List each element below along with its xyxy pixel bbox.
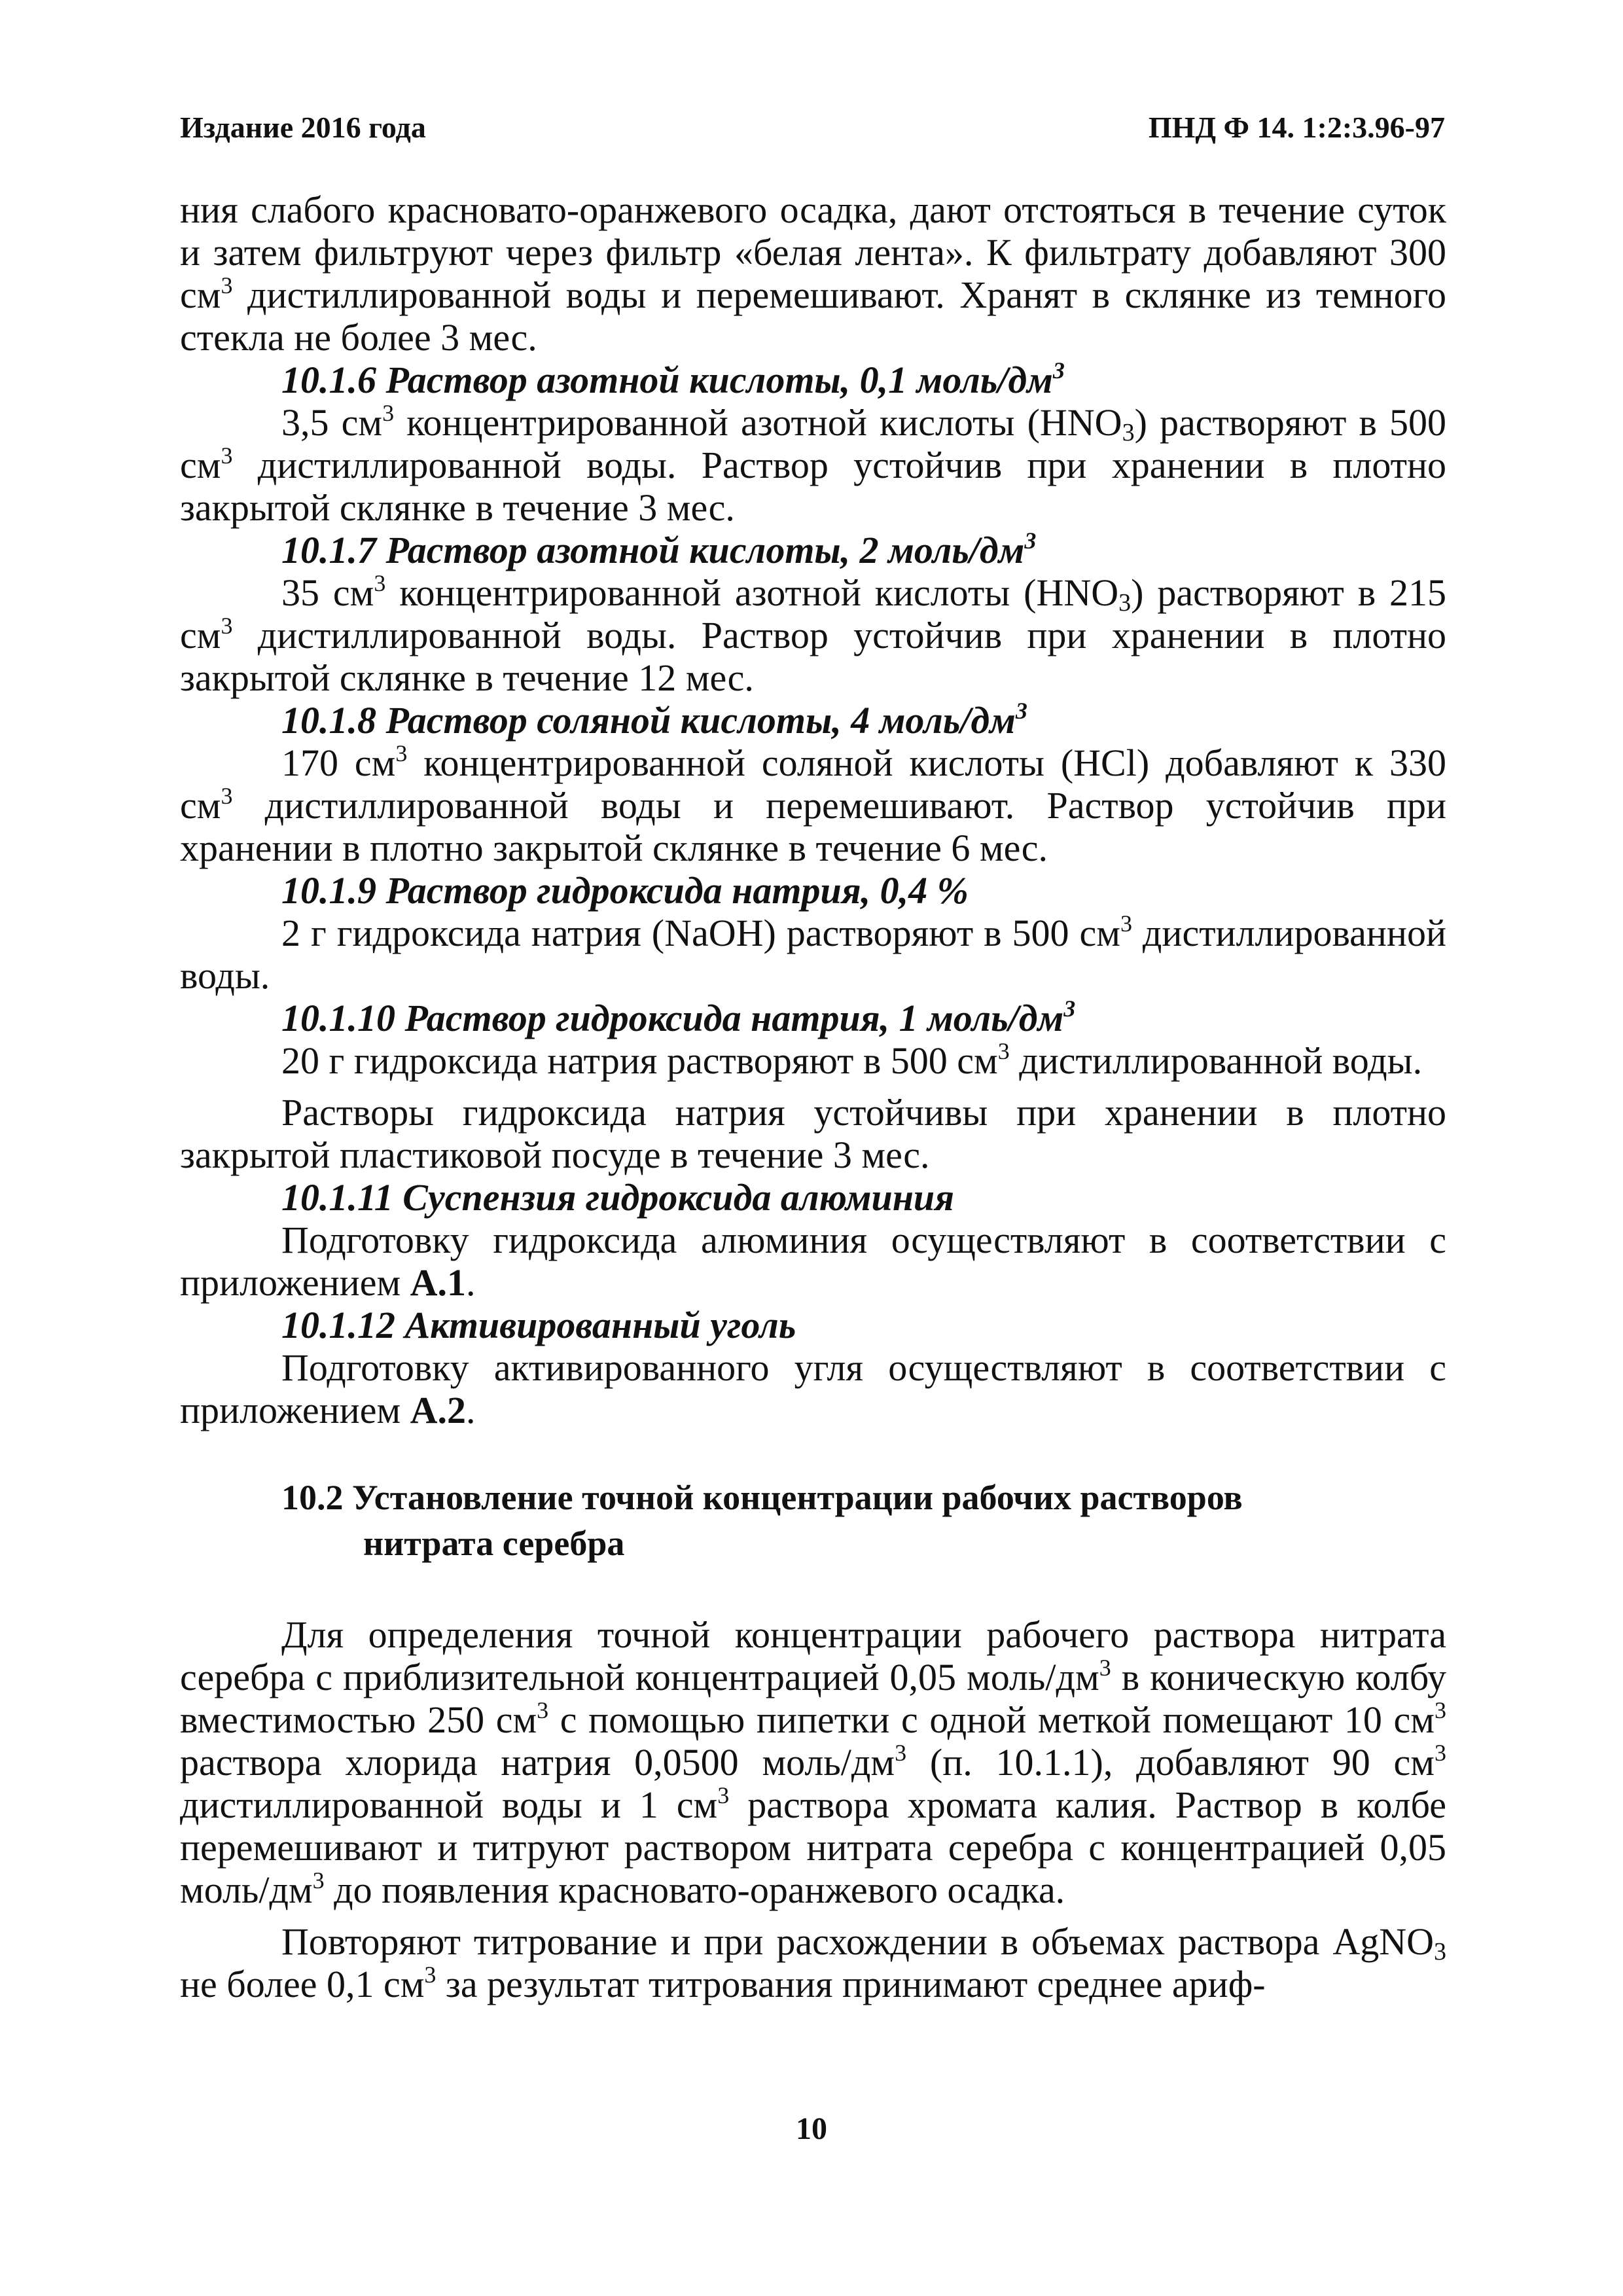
page-number: 10 xyxy=(796,2111,827,2146)
appendix-ref-a1: А.1 xyxy=(410,1261,467,1304)
subheading-10-1-11: 10.1.11 Суспензия гидроксида алюминия xyxy=(281,1176,955,1219)
paragraph-naoh-storage: Растворы гидроксида натрия устойчивы при хранении в плотно закрытой пластиковой посуде в течение 3 мес. xyxy=(180,1091,1446,1176)
paragraph-10-2-procedure: Для определения точной концентрации рабочего раствора нитрата серебра с приблизительной концентрацией 0,05 моль/$дм^3$ в коническую колбу вместимостью 250 $см^3$ с помощью пипетки с одной меткой помещают 10 $см^3$ раствора хлорида натрия 0,0500 моль/$дм^3$ (п. 10.1.1), добавляют 90 $см^3$ дистиллированной воды и 1 $см^3$ раствора хромата калия. Раствор в колбе перемешивают и титруют раствором нитрата серебра с концентрацией 0,05 моль/$дм^3$ до появления красновато-оранжевого осадка. xyxy=(180,1613,1447,1911)
subheading-10-1-12: 10.1.12 Активированный уголь xyxy=(281,1304,796,1346)
paragraph-10-1-6: 3,5 $см^3$ концентрированной азотной кислоты $(HNO_3)$ растворяют в 500 $см^3$ дистиллированной воды. Раствор устойчив при хранении в плотно закрытой склянке в течение 3 мес. xyxy=(180,400,1446,529)
paragraph-10-1-7: 35 $см^3$ концентрированной азотной кислоты $(HNO_3)$ растворяют в 215 $см^3$ дистиллированной воды. Раствор устойчив при хранении в плотно закрытой склянке в течение 12 мес. xyxy=(180,570,1446,699)
page-body xyxy=(180,188,1446,2005)
subheading-10-1-9: 10.1.9 Раствор гидроксида натрия, 0,4 % xyxy=(281,869,969,912)
paragraph-10-2-repeat: Повторяют титрование и при расхождении в объемах раствора AgNO$_3$ не более 0,1 $см^3$ за результат титрования принимают среднее ариф- xyxy=(180,1920,1446,2005)
paragraph-10-1-10: 20 г гидроксида натрия растворяют в 500 $см^3$ дистиллированной воды. xyxy=(281,1038,1423,1082)
paragraph-continuation: ния слабого красновато-оранжевого осадка, дают отстояться в течение суток и затем фильтруют через фильтр «белая лента». К фильтрату добавляют 300 $см^3$ дистиллированной воды и перемешивают. Хранят в склянке из темного стекла не более 3 мес. xyxy=(180,188,1446,359)
subheading-10-1-7: 10.1.7 Раствор азотной кислоты, 2 моль/$дм^3$ xyxy=(281,528,1037,571)
paragraph-10-1-12: Подготовку активированного угля осуществляют в соответствии с приложением А.2. xyxy=(180,1346,1446,1431)
running-header-right: ПНД Ф 14. 1:2:3.96-97 xyxy=(1148,111,1445,144)
paragraph-10-1-9: 2 г гидроксида натрия (NaOH) растворяют в 500 $см^3$ дистиллированной воды. xyxy=(180,910,1446,997)
appendix-ref-a2: А.2 xyxy=(410,1389,467,1431)
subheading-10-1-6: 10.1.6 Раствор азотной кислоты, 0,1 моль/$дм^3$ xyxy=(281,357,1065,401)
paragraph-10-1-8: 170 $см^3$ концентрированной соляной кислоты (HCl) добавляют к 330 $см^3$ дистиллированной воды и перемешивают. Раствор устойчив при хранении в плотно закрытой склянке в течение 6 мес. xyxy=(180,740,1446,869)
subheading-10-1-8: 10.1.8 Раствор соляной кислоты, 4 моль/$дм^3$ xyxy=(281,698,1027,742)
paragraph-10-1-11: Подготовку гидроксида алюминия осуществляют в соответствии с приложением А.1. xyxy=(180,1219,1446,1304)
section-heading-10-2: 10.2 Установление точной концентрации рабочих растворов нитрата серебра xyxy=(281,1478,1243,1563)
subheading-10-1-10: 10.1.10 Раствор гидроксида натрия, 1 моль/$дм^3$ xyxy=(281,996,1076,1039)
running-header-left: Издание 2016 года xyxy=(180,111,426,144)
